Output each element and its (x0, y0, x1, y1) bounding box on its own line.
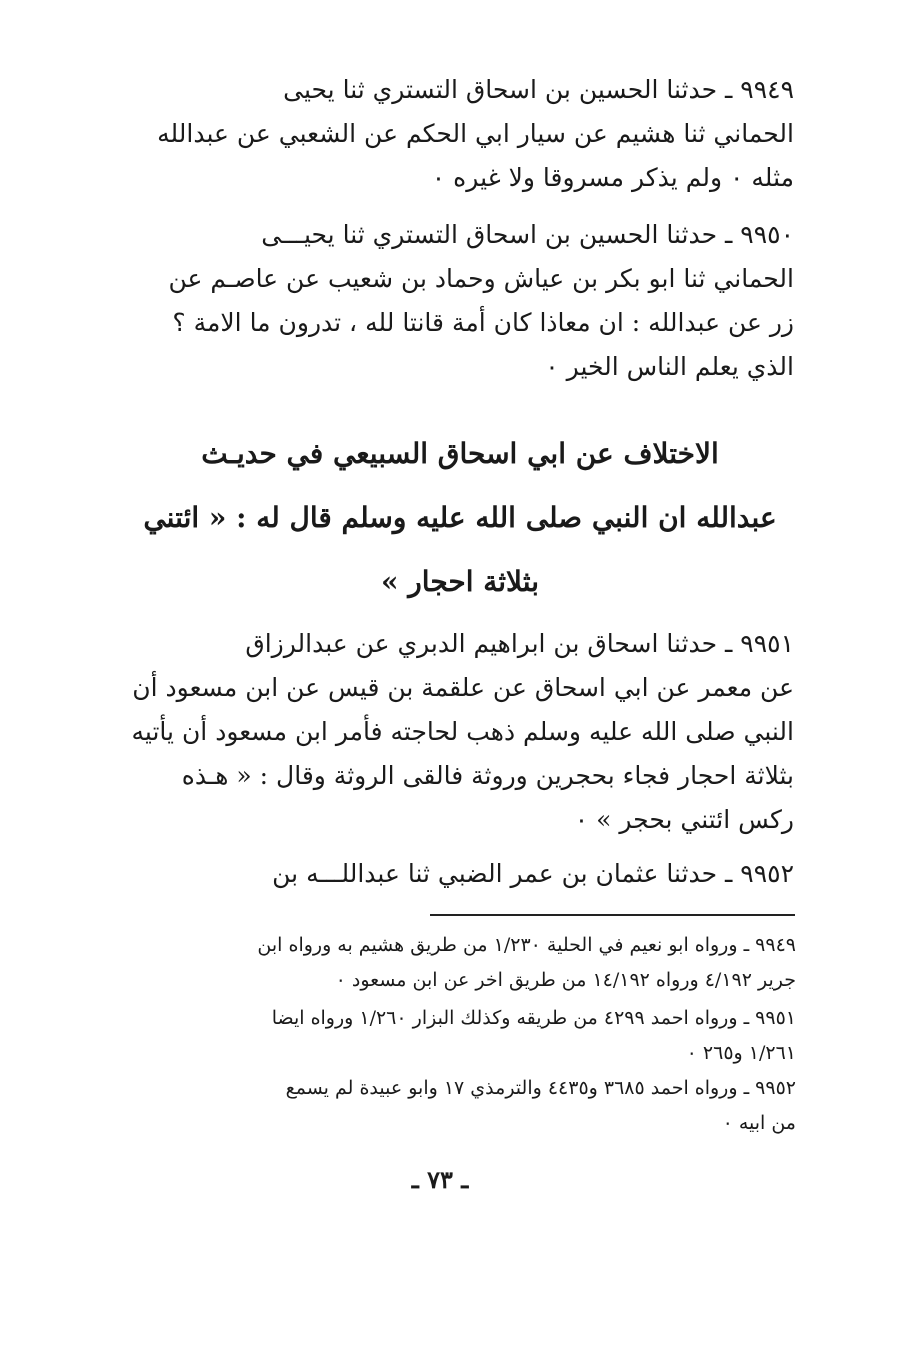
heading-line: الاختلاف عن ابي اسحاق السبيعي في حديـث (201, 437, 719, 470)
hadith-9949 (84, 68, 794, 200)
footnote-line: ١/٢٦١ و٢٦٥ ٠ (686, 1042, 796, 1064)
hadith-9952 (84, 852, 794, 896)
footnote-9949 (84, 928, 796, 998)
footnote-9952 (84, 1071, 796, 1141)
text-line: الذي يعلم الناس الخير ٠ (545, 352, 794, 381)
footnote-line: ٩٩٥١ ـ ورواه احمد ٤٢٩٩ من طريقه وكذلك البزار ١/٢٦٠ ورواه ايضا (271, 1007, 796, 1029)
heading-line: عبدالله ان النبي صلى الله عليه وسلم قال له : « ائتني (143, 501, 777, 534)
footnote-9951 (84, 1001, 796, 1071)
text-line: النبي صلى الله عليه وسلم ذهب لحاجته فأمر ابن مسعود أن يأتيه (131, 717, 794, 746)
footnote-line: ٩٩٤٩ ـ ورواه ابو نعيم في الحلية ١/٢٣٠ من طريق هشيم به ورواه ابن (257, 934, 796, 956)
footnote-line: من ابيه ٠ (722, 1112, 796, 1134)
text-line: مثله ٠ ولم يذكر مسروقا ولا غيره ٠ (431, 163, 794, 192)
text-line: بثلاثة احجار فجاء بحجرين وروثة فالقى الروثة وقال : « هـذه (181, 761, 794, 790)
text-line: ٩٩٥١ ـ حدثنا اسحاق بن ابراهيم الدبري عن عبدالرزاق (245, 629, 794, 658)
text-line: عن معمر عن ابي اسحاق عن علقمة بن قيس عن ابن مسعود أن (132, 673, 794, 702)
hadith-9951 (84, 622, 794, 842)
text-line: زر عن عبدالله : ان معاذا كان أمة قانتا لله ، تدرون ما الامة ؟ (172, 308, 794, 337)
text-line: ٩٩٥٢ ـ حدثنا عثمان بن عمر الضبي ثنا عبداللـــه بن (272, 859, 794, 888)
footnote-divider (430, 914, 795, 916)
text-line: الحماني ثنا هشيم عن سيار ابي الحكم عن الشعبي عن عبدالله (157, 119, 794, 148)
text-line: ركس ائتني بحجر » ٠ (574, 805, 794, 834)
text-line: ٩٩٤٩ ـ حدثنا الحسين بن اسحاق التستري ثنا يحيى (283, 75, 794, 104)
text-line: الحماني ثنا ابو بكر بن عياش وحماد بن شعيب عن عاصـم عن (168, 264, 794, 293)
footnote-line: ٩٩٥٢ ـ ورواه احمد ٣٦٨٥ و٤٤٣٥ والترمذي ١٧ وابو عبيدة لم يسمع (285, 1077, 796, 1099)
heading-line: بثلاثة احجار » (381, 565, 539, 598)
section-heading (120, 422, 800, 614)
footnote-line: جرير ٤/١٩٢ ورواه ١٤/١٩٢ من طريق اخر عن ابن مسعود ٠ (335, 969, 796, 991)
hadith-9950 (84, 213, 794, 389)
page-number: ـ ٧٣ ـ (411, 1165, 469, 1194)
text-line: ٩٩٥٠ ـ حدثنا الحسين بن اسحاق التستري ثنا يحيـــى (261, 220, 794, 249)
